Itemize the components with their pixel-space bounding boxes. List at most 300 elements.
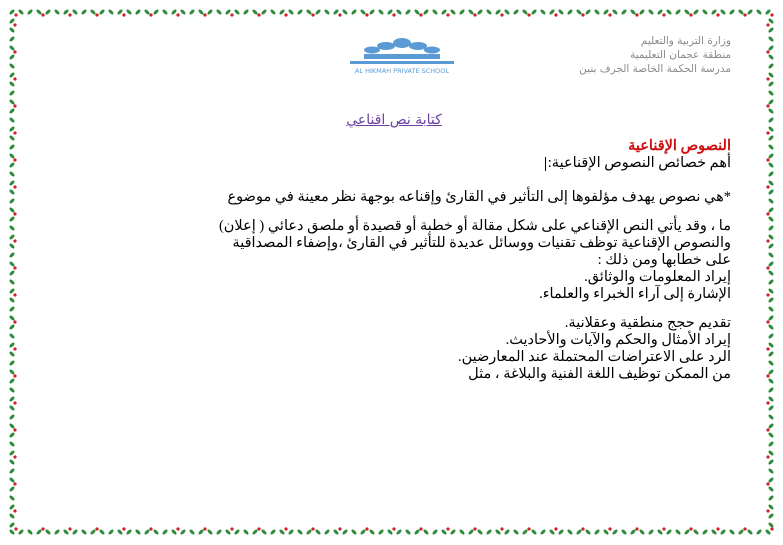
border-leaf xyxy=(693,9,700,16)
border-leaf xyxy=(450,9,457,16)
border-berry xyxy=(311,527,314,530)
border-leaf xyxy=(135,9,142,16)
border-leaf xyxy=(495,9,502,16)
border-leaf xyxy=(768,486,775,493)
border-leaf xyxy=(768,423,775,430)
border-leaf xyxy=(9,450,16,457)
border-leaf xyxy=(126,9,133,16)
border-leaf xyxy=(768,414,775,421)
border-berry xyxy=(41,13,44,16)
border-leaf xyxy=(747,9,754,16)
border-leaf xyxy=(162,9,169,16)
border-leaf xyxy=(36,9,43,16)
border-berry xyxy=(176,527,179,530)
border-berry xyxy=(527,13,530,16)
spacer xyxy=(60,172,731,189)
border-leaf xyxy=(81,9,88,16)
border-leaf xyxy=(441,9,448,16)
paragraph-line: *هي نصوص يهدف مؤلفوها إلى التأثير في القارئ وإقناعه بوجهة نظر معينة في موضوع xyxy=(227,189,731,205)
border-berry xyxy=(13,239,16,242)
border-leaf xyxy=(279,529,286,536)
border-leaf xyxy=(9,144,16,151)
border-leaf xyxy=(513,9,520,16)
border-berry xyxy=(766,50,769,53)
border-leaf xyxy=(531,529,538,536)
border-berry xyxy=(338,13,341,16)
border-leaf xyxy=(270,9,277,16)
border-berry xyxy=(13,401,16,404)
border-leaf xyxy=(369,529,376,536)
border-leaf xyxy=(396,9,403,16)
border-berry xyxy=(13,455,16,458)
border-leaf xyxy=(243,9,250,16)
border-berry xyxy=(13,212,16,215)
border-leaf xyxy=(405,529,412,536)
border-leaf xyxy=(9,9,16,16)
border-leaf xyxy=(765,9,772,16)
list-item: إيراد الأمثال والحكم والآيات والأحاديث. xyxy=(505,332,731,348)
border-leaf xyxy=(630,9,637,16)
border-berry xyxy=(14,527,17,530)
border-berry xyxy=(766,77,769,80)
border-leaf xyxy=(9,315,16,322)
border-leaf xyxy=(558,9,565,16)
border-leaf xyxy=(9,459,16,466)
border-leaf xyxy=(9,432,16,439)
border-leaf xyxy=(684,529,691,536)
border-leaf xyxy=(9,351,16,358)
border-berry xyxy=(14,13,17,16)
border-leaf xyxy=(360,529,367,536)
border-berry xyxy=(13,293,16,296)
border-leaf xyxy=(747,529,754,536)
border-leaf xyxy=(594,9,601,16)
border-berry xyxy=(716,527,719,530)
border-leaf xyxy=(414,9,421,16)
border-berry xyxy=(338,527,341,530)
border-leaf xyxy=(378,9,385,16)
paragraph-line: من الممكن توظيف اللغة الفنية والبلاغة ، مثل xyxy=(468,366,731,382)
border-leaf xyxy=(657,529,664,536)
border-leaf xyxy=(576,529,583,536)
border-leaf xyxy=(768,270,775,277)
border-leaf xyxy=(702,9,709,16)
border-leaf xyxy=(99,529,106,536)
border-berry xyxy=(41,527,44,530)
border-leaf xyxy=(288,529,295,536)
border-berry xyxy=(766,293,769,296)
border-leaf xyxy=(657,9,664,16)
border-leaf xyxy=(768,468,775,475)
border-berry xyxy=(13,320,16,323)
border-leaf xyxy=(9,333,16,340)
border-leaf xyxy=(693,529,700,536)
border-leaf xyxy=(621,9,628,16)
border-leaf xyxy=(351,529,358,536)
border-leaf xyxy=(108,529,115,536)
border-leaf xyxy=(768,405,775,412)
border-leaf xyxy=(207,529,214,536)
border-berry xyxy=(203,527,206,530)
border-leaf xyxy=(72,529,79,536)
border-leaf xyxy=(768,333,775,340)
border-leaf xyxy=(768,459,775,466)
border-leaf xyxy=(9,54,16,61)
border-leaf xyxy=(153,529,160,536)
border-leaf xyxy=(279,9,286,16)
border-leaf xyxy=(9,387,16,394)
border-leaf xyxy=(45,529,52,536)
border-berry xyxy=(13,428,16,431)
border-leaf xyxy=(342,529,349,536)
border-leaf xyxy=(711,9,718,16)
border-leaf xyxy=(612,529,619,536)
border-leaf xyxy=(9,396,16,403)
border-berry xyxy=(13,347,16,350)
border-leaf xyxy=(9,207,16,214)
border-leaf xyxy=(768,144,775,151)
border-leaf xyxy=(768,99,775,106)
border-leaf xyxy=(9,72,16,79)
border-leaf xyxy=(405,9,412,16)
paragraph-line: على خطابها ومن ذلك : xyxy=(597,252,731,268)
paragraph-line: والنصوص الإقناعية توظف تقنيات ووسائل عديدة للتأثير في القارئ ،وإضفاء المصداقية xyxy=(232,235,731,251)
border-leaf xyxy=(768,261,775,268)
border-leaf xyxy=(768,216,775,223)
border-leaf xyxy=(768,234,775,241)
border-leaf xyxy=(18,529,25,536)
border-berry xyxy=(766,185,769,188)
border-leaf xyxy=(9,216,16,223)
border-leaf xyxy=(117,9,124,16)
border-leaf xyxy=(576,9,583,16)
border-berry xyxy=(13,77,16,80)
border-leaf xyxy=(768,135,775,142)
border-leaf xyxy=(567,9,574,16)
border-leaf xyxy=(768,342,775,349)
border-leaf xyxy=(768,243,775,250)
border-leaf xyxy=(768,324,775,331)
border-berry xyxy=(68,13,71,16)
border-leaf xyxy=(768,360,775,367)
border-leaf xyxy=(9,18,16,25)
border-leaf xyxy=(9,414,16,421)
border-berry xyxy=(766,428,769,431)
border-leaf xyxy=(621,529,628,536)
border-leaf xyxy=(558,529,565,536)
document-body xyxy=(60,138,731,383)
border-leaf xyxy=(270,529,277,536)
border-leaf xyxy=(522,9,529,16)
border-leaf xyxy=(666,529,673,536)
border-leaf xyxy=(768,387,775,394)
border-leaf xyxy=(9,126,16,133)
border-leaf xyxy=(378,529,385,536)
list-item: إيراد المعلومات والوثائق. xyxy=(584,269,731,285)
border-leaf xyxy=(414,529,421,536)
border-leaf xyxy=(531,9,538,16)
border-berry xyxy=(770,13,773,16)
border-leaf xyxy=(324,529,331,536)
border-leaf xyxy=(768,513,775,520)
border-berry xyxy=(257,527,260,530)
border-leaf xyxy=(9,522,16,529)
border-leaf xyxy=(9,405,16,412)
border-leaf xyxy=(768,90,775,97)
border-leaf xyxy=(468,529,475,536)
border-leaf xyxy=(768,225,775,232)
border-leaf xyxy=(9,117,16,124)
border-leaf xyxy=(243,529,250,536)
border-leaf xyxy=(423,529,430,536)
border-berry xyxy=(766,131,769,134)
border-leaf xyxy=(153,9,160,16)
border-leaf xyxy=(768,315,775,322)
logo-english-text: AL HIKMAH PRIVATE SCHOOL xyxy=(354,67,450,75)
border-leaf xyxy=(504,529,511,536)
school-logo xyxy=(328,34,476,76)
border-leaf xyxy=(666,9,673,16)
border-leaf xyxy=(9,360,16,367)
border-leaf xyxy=(252,9,259,16)
border-leaf xyxy=(180,9,187,16)
border-leaf xyxy=(369,9,376,16)
border-berry xyxy=(446,527,449,530)
border-leaf xyxy=(9,495,16,502)
border-leaf xyxy=(9,45,16,52)
border-leaf xyxy=(396,529,403,536)
border-leaf xyxy=(768,162,775,169)
border-leaf xyxy=(261,9,268,16)
border-leaf xyxy=(549,9,556,16)
border-berry xyxy=(257,13,260,16)
border-berry xyxy=(284,527,287,530)
border-berry xyxy=(13,23,16,26)
border-leaf xyxy=(9,153,16,160)
border-berry xyxy=(716,13,719,16)
border-berry xyxy=(766,239,769,242)
border-leaf xyxy=(720,529,727,536)
border-leaf xyxy=(432,529,439,536)
border-leaf xyxy=(135,529,142,536)
border-leaf xyxy=(768,495,775,502)
border-leaf xyxy=(9,477,16,484)
border-leaf xyxy=(486,529,493,536)
border-berry xyxy=(581,527,584,530)
border-leaf xyxy=(27,529,34,536)
border-leaf xyxy=(630,529,637,536)
border-leaf xyxy=(768,45,775,52)
border-leaf xyxy=(9,306,16,313)
border-leaf xyxy=(9,504,16,511)
border-leaf xyxy=(9,468,16,475)
border-leaf xyxy=(768,441,775,448)
border-leaf xyxy=(720,9,727,16)
border-leaf xyxy=(36,529,43,536)
border-berry xyxy=(766,104,769,107)
border-leaf xyxy=(768,72,775,79)
border-berry xyxy=(635,527,638,530)
border-leaf xyxy=(9,486,16,493)
border-leaf xyxy=(9,279,16,286)
border-berry xyxy=(766,509,769,512)
border-berry xyxy=(446,13,449,16)
border-leaf xyxy=(768,153,775,160)
border-leaf xyxy=(768,27,775,34)
border-berry xyxy=(13,509,16,512)
border-leaf xyxy=(333,529,340,536)
border-berry xyxy=(743,527,746,530)
border-leaf xyxy=(207,9,214,16)
border-berry xyxy=(766,401,769,404)
border-leaf xyxy=(768,450,775,457)
border-leaf xyxy=(234,9,241,16)
border-leaf xyxy=(387,529,394,536)
border-leaf xyxy=(9,243,16,250)
border-leaf xyxy=(768,189,775,196)
border-leaf xyxy=(468,9,475,16)
border-leaf xyxy=(684,9,691,16)
border-leaf xyxy=(768,378,775,385)
border-leaf xyxy=(171,529,178,536)
border-leaf xyxy=(768,81,775,88)
border-leaf xyxy=(675,9,682,16)
border-leaf xyxy=(765,529,772,536)
border-leaf xyxy=(423,9,430,16)
border-leaf xyxy=(768,351,775,358)
border-leaf xyxy=(9,252,16,259)
border-leaf xyxy=(9,378,16,385)
border-berry xyxy=(230,13,233,16)
list-item: الرد على الاعتراضات المحتملة عند المعارضين. xyxy=(457,349,731,365)
border-berry xyxy=(13,104,16,107)
border-leaf xyxy=(477,529,484,536)
subheading-text: أهم خصائص النصوص الإقناعية: xyxy=(547,155,731,171)
subheading-line xyxy=(60,155,731,172)
border-berry xyxy=(766,266,769,269)
border-leaf xyxy=(432,9,439,16)
border-leaf xyxy=(768,522,775,529)
border-leaf xyxy=(144,529,151,536)
border-leaf xyxy=(9,162,16,169)
border-leaf xyxy=(333,9,340,16)
border-berry xyxy=(473,527,476,530)
border-berry xyxy=(662,527,665,530)
border-berry xyxy=(122,13,125,16)
border-berry xyxy=(311,13,314,16)
ministry-line: وزارة التربية والتعليم xyxy=(640,35,731,47)
border-berry xyxy=(392,13,395,16)
border-leaf xyxy=(198,529,205,536)
border-leaf xyxy=(234,529,241,536)
border-leaf xyxy=(216,9,223,16)
border-berry xyxy=(392,527,395,530)
border-leaf xyxy=(9,225,16,232)
border-leaf xyxy=(306,529,313,536)
border-berry xyxy=(203,13,206,16)
border-leaf xyxy=(315,529,322,536)
border-leaf xyxy=(171,9,178,16)
border-berry xyxy=(581,13,584,16)
border-leaf xyxy=(585,529,592,536)
border-leaf xyxy=(549,529,556,536)
border-leaf xyxy=(756,9,763,16)
border-leaf xyxy=(603,529,610,536)
border-leaf xyxy=(768,117,775,124)
border-leaf xyxy=(768,369,775,376)
border-leaf xyxy=(504,9,511,16)
list-item: الإشارة إلى آراء الخبراء والعلماء. xyxy=(539,286,731,302)
border-berry xyxy=(689,527,692,530)
border-leaf xyxy=(513,529,520,536)
school-line: مدرسة الحكمة الخاصة الجرف بنين xyxy=(579,63,731,75)
border-berry xyxy=(95,527,98,530)
border-leaf xyxy=(540,529,547,536)
border-leaf xyxy=(9,99,16,106)
border-berry xyxy=(95,13,98,16)
border-leaf xyxy=(768,279,775,286)
border-leaf xyxy=(9,324,16,331)
border-leaf xyxy=(9,81,16,88)
border-leaf xyxy=(768,207,775,214)
border-leaf xyxy=(90,9,97,16)
border-leaf xyxy=(63,9,70,16)
border-leaf xyxy=(288,9,295,16)
border-leaf xyxy=(387,9,394,16)
border-leaf xyxy=(9,63,16,70)
border-leaf xyxy=(486,9,493,16)
border-leaf xyxy=(738,9,745,16)
border-leaf xyxy=(9,513,16,520)
border-berry xyxy=(149,527,152,530)
border-leaf xyxy=(225,9,232,16)
border-berry xyxy=(766,347,769,350)
border-berry xyxy=(13,374,16,377)
border-leaf xyxy=(540,9,547,16)
border-leaf xyxy=(342,9,349,16)
border-berry xyxy=(365,13,368,16)
border-leaf xyxy=(477,9,484,16)
border-leaf xyxy=(252,529,259,536)
border-berry xyxy=(149,13,152,16)
border-leaf xyxy=(9,261,16,268)
border-berry xyxy=(500,13,503,16)
border-leaf xyxy=(54,9,61,16)
border-leaf xyxy=(768,54,775,61)
border-leaf xyxy=(63,529,70,536)
spacer xyxy=(60,303,731,315)
border-berry xyxy=(13,185,16,188)
border-berry xyxy=(419,527,422,530)
border-leaf xyxy=(90,529,97,536)
border-leaf xyxy=(768,306,775,313)
border-leaf xyxy=(768,198,775,205)
border-leaf xyxy=(9,108,16,115)
border-leaf xyxy=(9,198,16,205)
border-leaf xyxy=(729,9,736,16)
border-leaf xyxy=(522,529,529,536)
border-leaf xyxy=(768,432,775,439)
border-berry xyxy=(766,158,769,161)
border-leaf xyxy=(585,9,592,16)
border-leaf xyxy=(9,270,16,277)
border-leaf xyxy=(495,529,502,536)
border-leaf xyxy=(768,288,775,295)
border-leaf xyxy=(711,529,718,536)
border-berry xyxy=(766,212,769,215)
border-leaf xyxy=(9,234,16,241)
border-leaf xyxy=(180,529,187,536)
